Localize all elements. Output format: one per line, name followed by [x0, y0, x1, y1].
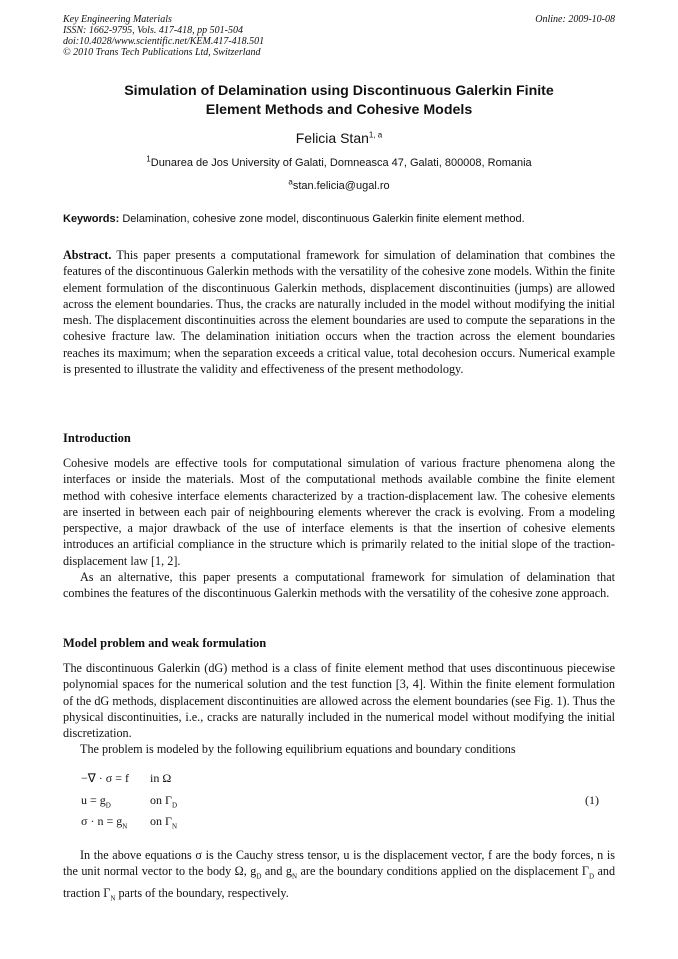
paper-title: [63, 82, 615, 120]
equation-number: (1): [585, 793, 599, 807]
copyright-line: © 2010 Trans Tech Publications Ltd, Switzerland: [63, 47, 261, 58]
affiliation-superscript: 1: [146, 154, 151, 164]
gamma-sub-n: N: [110, 894, 116, 903]
eq2-rhs-base: on Γ: [150, 793, 172, 807]
gamma-base: Γ: [581, 864, 589, 879]
gamma-sub-d: D: [588, 872, 595, 881]
g-sub-n: N: [292, 872, 298, 881]
keywords: [63, 213, 615, 225]
g-d-symbol: [250, 864, 262, 881]
doi-line: doi:10.4028/www.scientific.net/KEM.417-418.501: [63, 36, 265, 47]
equation-row-2-rhs: [150, 793, 177, 809]
equation-row-3-lhs: [81, 814, 127, 830]
equation-row-3-rhs: [150, 814, 177, 830]
eq3-rhs-base: on Γ: [150, 814, 172, 828]
abstract-text: This paper presents a computational framework for simulation of delamination that combines the features of the discontinuous Galerkin methods with the versatility of the cohesive zone models. Within the finite element formulation of the discontinuous Galerkin methods, displacement discontinuities (jumps) are allowed across the element boundaries. Thus, the cracks are naturally included in the model without modifying the initial mesh. The displacement discontinuities across the element boundaries are used to compute the separations in the cohesive fracture law. The delamination initiation occurs when the traction across the element boundaries reaches its maximum; when the separation exceeds a critical value, total decohesion occurs. Numerical example is presented to illustrate the validity and effectiveness of the present methodology.: [63, 248, 615, 377]
closing-text-2: is the Cauchy stress tensor, u is the displacement vector, f are the body forces, n is the unit normal vector to the body Ω,: [63, 848, 616, 879]
gamma-base: Γ: [103, 886, 111, 901]
g-sub-d: D: [256, 872, 262, 881]
affiliation-text: Dunarea de Jos University of Galati, Domneasca 47, Galati, 800008, Romania: [150, 157, 532, 169]
online-date: Online: 2009-10-08: [535, 14, 615, 25]
title-line-1: Simulation of Delamination using Discontinuous Galerkin Finite: [124, 83, 554, 99]
equation-row-2-lhs: [81, 793, 111, 809]
gamma-d-symbol: [581, 864, 595, 881]
g-base: g: [250, 864, 257, 879]
email-superscript: a: [288, 177, 293, 187]
model-heading: Model problem and weak formulation: [63, 636, 267, 650]
eq3-rhs-sub: N: [171, 822, 177, 831]
abstract-label: Abstract.: [63, 248, 112, 262]
equation-row-1-lhs: −∇ · σ = f: [81, 771, 130, 785]
keywords-text: Delamination, cohesive zone model, discontinuous Galerkin finite element method.: [122, 213, 525, 225]
introduction-paragraph-2: As an alternative, this paper presents a computational framework for simulation of delamination that combines the features of the discontinuous Galerkin methods with the versatility of the cohesive zone approach.: [63, 570, 615, 601]
closing-text-1: In the above equations: [80, 848, 192, 862]
eq3-lhs-sub: N: [122, 822, 128, 831]
gamma-n-symbol: [103, 886, 116, 903]
g-n-symbol: [285, 864, 298, 881]
closing-text-6: parts of the boundary, respectively.: [118, 886, 289, 901]
model-paragraph-1: The discontinuous Galerkin (dG) method is a class of finite element method that uses discontinuous piecewise polynomial spaces for the numerical solution and the test function [3, 4]. Within the finite element formulation of the dG methods, displacement discontinuities are allowed across the element boundaries (see Fig. 1). Thus the physical discontinuities, i.e., cracks are naturally included in the numerical model without modifying the initial discretization.: [63, 661, 615, 741]
journal-name: Key Engineering Materials: [63, 14, 172, 25]
equation-row-1-rhs: in Ω: [150, 771, 172, 785]
closing-paragraph: [63, 847, 615, 907]
model-paragraph-2: The problem is modeled by the following equilibrium equations and boundary conditions: [80, 742, 516, 756]
keywords-label: Keywords:: [63, 213, 120, 225]
author-email[interactable]: stan.felicia@ugal.ro: [292, 180, 390, 192]
introduction-paragraph-1: Cohesive models are effective tools for computational simulation of various fracture phenomena along the interfaces or inside the materials. Most of the computational methods available combine the finite element method with cohesive interface elements characterized by a traction-displacement law. The cohesive elements are inserted in between each pair of neighbouring elements wherever the crack is evolving. From a modeling perspective, a major drawback of the use of interface elements is that the insertion of cohesive elements introduces an artificial compliance in the structure which is primarily related to the initial slope of the traction-displacement law [1, 2].: [63, 456, 615, 568]
affiliation: [63, 154, 615, 169]
introduction-heading: Introduction: [63, 431, 131, 445]
closing-text-3: and: [264, 864, 283, 879]
eq2-rhs-sub: D: [171, 801, 177, 810]
sigma-symbol: σ: [195, 848, 202, 862]
closing-text-4: are the boundary conditions applied on the displacement: [300, 864, 579, 879]
author-superscript: 1, a: [368, 130, 383, 140]
author-line: [63, 130, 615, 146]
g-base: g: [285, 864, 292, 879]
eq2-lhs-sub: D: [105, 801, 111, 810]
author-email-line: [63, 177, 615, 192]
issn-line: ISSN: 1662-9795, Vols. 417-418, pp 501-504: [63, 25, 243, 36]
eq2-lhs-base: u = g: [81, 793, 106, 807]
abstract: [63, 247, 615, 377]
closing-text-5: and traction: [63, 864, 616, 901]
eq3-lhs-base: σ · n = g: [81, 814, 123, 828]
author-name: Felicia Stan: [295, 130, 369, 146]
journal-header: [63, 14, 615, 58]
title-line-2: Element Methods and Cohesive Models: [205, 102, 473, 118]
